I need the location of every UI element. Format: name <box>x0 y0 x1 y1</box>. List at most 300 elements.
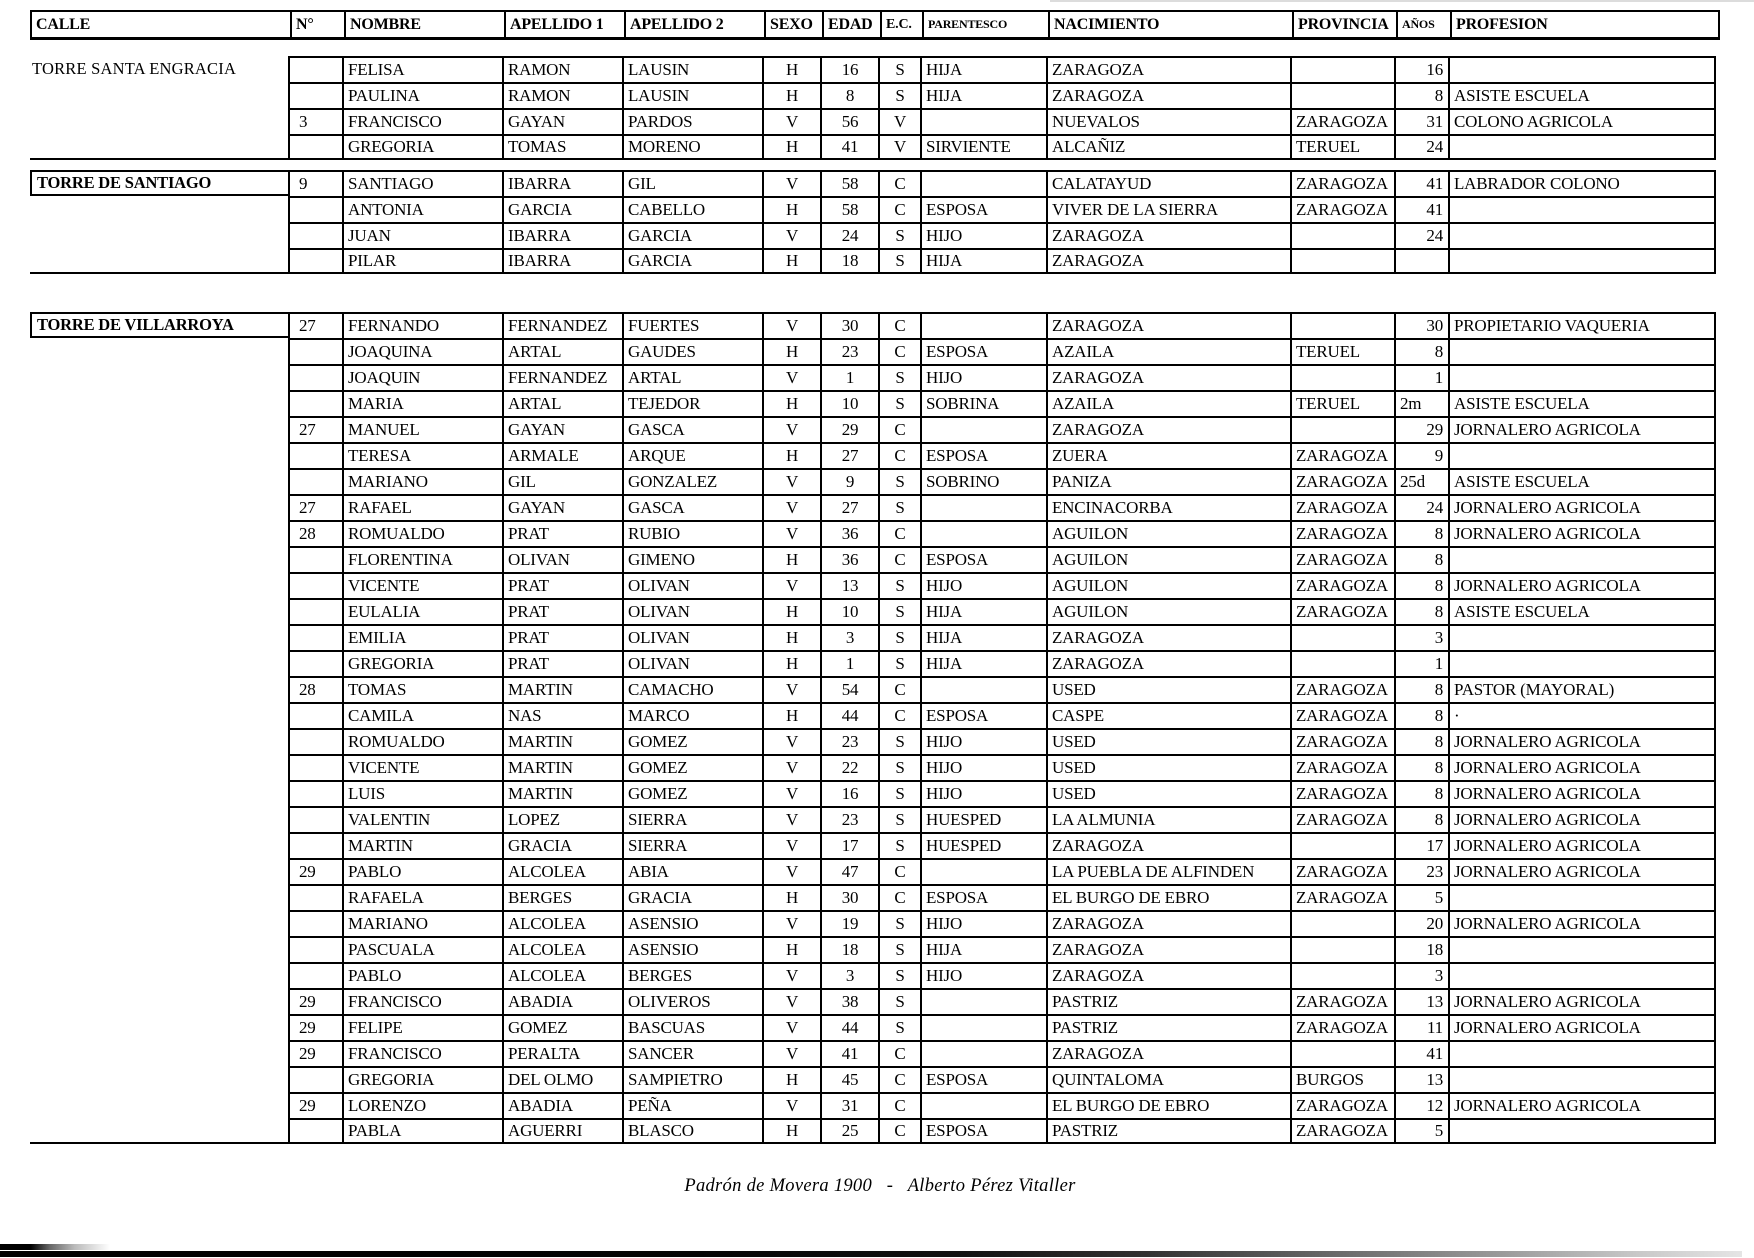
cell-nacimiento: EL BURGO DE EBRO <box>1046 884 1290 910</box>
cell-provincia <box>1290 312 1394 338</box>
cell-apellido1: GAYAN <box>502 108 622 134</box>
cell-calle <box>30 312 288 338</box>
cell-nacimiento: EL BURGO DE EBRO <box>1046 1092 1290 1118</box>
cell-num: 29 <box>288 858 342 884</box>
cell-parentesco: HIJO <box>920 364 1046 390</box>
cell-edad: 58 <box>820 196 878 222</box>
cell-num <box>288 806 342 832</box>
table-row <box>30 1014 1716 1040</box>
cell-anos: 8 <box>1394 572 1448 598</box>
cell-nacimiento: AGUILON <box>1046 546 1290 572</box>
cell-nombre: PASCUALA <box>342 936 502 962</box>
cell-apellido2: GOMEZ <box>622 728 762 754</box>
table-row <box>30 1066 1716 1092</box>
cell-profesion: LABRADOR COLONO <box>1448 170 1716 196</box>
cell-apellido1: RAMON <box>502 82 622 108</box>
cell-calle <box>30 884 288 910</box>
cell-profesion <box>1448 364 1716 390</box>
cell-provincia <box>1290 248 1394 274</box>
cell-parentesco <box>920 988 1046 1014</box>
cell-ec: V <box>878 108 920 134</box>
cell-ec: S <box>878 494 920 520</box>
cell-provincia: TERUEL <box>1290 390 1394 416</box>
cell-apellido1: GOMEZ <box>502 1014 622 1040</box>
cell-ec: C <box>878 858 920 884</box>
cell-edad: 16 <box>820 56 878 82</box>
cell-nacimiento: ZARAGOZA <box>1046 312 1290 338</box>
cell-edad: 47 <box>820 858 878 884</box>
cell-parentesco: HIJO <box>920 962 1046 988</box>
column-header-anos: AÑOS <box>1396 12 1450 37</box>
cell-nombre: FELISA <box>342 56 502 82</box>
cell-num: 28 <box>288 520 342 546</box>
column-header-nacimiento: NACIMIENTO <box>1048 12 1292 37</box>
cell-apellido2: OLIVEROS <box>622 988 762 1014</box>
cell-anos: 31 <box>1394 108 1448 134</box>
cell-parentesco <box>920 170 1046 196</box>
cell-apellido1: GAYAN <box>502 494 622 520</box>
cell-nacimiento: CASPE <box>1046 702 1290 728</box>
cell-parentesco: ESPOSA <box>920 884 1046 910</box>
cell-provincia: ZARAGOZA <box>1290 196 1394 222</box>
cell-anos: 8 <box>1394 598 1448 624</box>
cell-nacimiento: LA ALMUNIA <box>1046 806 1290 832</box>
cell-provincia <box>1290 56 1394 82</box>
cell-edad: 10 <box>820 598 878 624</box>
cell-nombre: PABLO <box>342 962 502 988</box>
cell-ec: C <box>878 1092 920 1118</box>
cell-ec: S <box>878 624 920 650</box>
cell-sexo: H <box>762 390 820 416</box>
cell-calle <box>30 82 288 108</box>
cell-nombre: VICENTE <box>342 572 502 598</box>
table-header-row <box>30 10 1720 40</box>
cell-apellido2: SANCER <box>622 1040 762 1066</box>
cell-profesion <box>1448 134 1716 160</box>
cell-provincia <box>1290 1040 1394 1066</box>
cell-calle <box>30 196 288 222</box>
cell-calle <box>30 832 288 858</box>
cell-ec: S <box>878 82 920 108</box>
cell-ec: S <box>878 728 920 754</box>
cell-provincia <box>1290 82 1394 108</box>
cell-nombre: JOAQUINA <box>342 338 502 364</box>
cell-nombre: MARTIN <box>342 832 502 858</box>
cell-anos: 8 <box>1394 702 1448 728</box>
cell-sexo: V <box>762 780 820 806</box>
cell-sexo: H <box>762 598 820 624</box>
cell-num <box>288 248 342 274</box>
cell-apellido2: GASCA <box>622 494 762 520</box>
cell-num <box>288 572 342 598</box>
cell-sexo: H <box>762 884 820 910</box>
cell-parentesco: HIJA <box>920 650 1046 676</box>
cell-nombre: GREGORIA <box>342 134 502 160</box>
cell-calle <box>30 442 288 468</box>
cell-nombre: MARIA <box>342 390 502 416</box>
cell-provincia <box>1290 650 1394 676</box>
cell-ec: S <box>878 936 920 962</box>
cell-nacimiento: ZARAGOZA <box>1046 248 1290 274</box>
cell-ec: C <box>878 702 920 728</box>
cell-edad: 44 <box>820 1014 878 1040</box>
cell-apellido1: ABADIA <box>502 988 622 1014</box>
cell-calle <box>30 416 288 442</box>
cell-nacimiento: PASTRIZ <box>1046 1118 1290 1144</box>
table-row <box>30 134 1716 160</box>
cell-profesion <box>1448 442 1716 468</box>
cell-edad: 24 <box>820 222 878 248</box>
cell-num <box>288 390 342 416</box>
cell-profesion: JORNALERO AGRICOLA <box>1448 728 1716 754</box>
cell-nacimiento: ALCAÑIZ <box>1046 134 1290 160</box>
cell-profesion <box>1448 624 1716 650</box>
cell-ec: S <box>878 780 920 806</box>
cell-edad: 44 <box>820 702 878 728</box>
cell-edad: 54 <box>820 676 878 702</box>
cell-num <box>288 936 342 962</box>
cell-apellido1: GRACIA <box>502 832 622 858</box>
cell-edad: 23 <box>820 728 878 754</box>
cell-num: 29 <box>288 988 342 1014</box>
cell-sexo: V <box>762 988 820 1014</box>
cell-ec: S <box>878 650 920 676</box>
cell-provincia: ZARAGOZA <box>1290 754 1394 780</box>
cell-sexo: V <box>762 468 820 494</box>
cell-edad: 16 <box>820 780 878 806</box>
cell-sexo: V <box>762 754 820 780</box>
cell-num: 9 <box>288 170 342 196</box>
table-row <box>30 520 1716 546</box>
cell-parentesco: HIJA <box>920 624 1046 650</box>
cell-calle <box>30 468 288 494</box>
cell-provincia: ZARAGOZA <box>1290 1014 1394 1040</box>
cell-parentesco <box>920 1040 1046 1066</box>
cell-anos: 24 <box>1394 494 1448 520</box>
cell-ec: S <box>878 222 920 248</box>
cell-apellido2: ARQUE <box>622 442 762 468</box>
cell-anos: 30 <box>1394 312 1448 338</box>
cell-num <box>288 702 342 728</box>
cell-provincia: ZARAGOZA <box>1290 546 1394 572</box>
cell-anos: 20 <box>1394 910 1448 936</box>
cell-num <box>288 962 342 988</box>
cell-nombre: PILAR <box>342 248 502 274</box>
cell-calle <box>30 494 288 520</box>
cell-nombre: GREGORIA <box>342 1066 502 1092</box>
cell-parentesco: SIRVIENTE <box>920 134 1046 160</box>
cell-edad: 36 <box>820 520 878 546</box>
cell-ec: S <box>878 754 920 780</box>
cell-nombre: ROMUALDO <box>342 728 502 754</box>
cell-apellido2: OLIVAN <box>622 650 762 676</box>
cell-sexo: H <box>762 196 820 222</box>
cell-provincia: ZARAGOZA <box>1290 442 1394 468</box>
cell-profesion <box>1448 936 1716 962</box>
cell-anos: 29 <box>1394 416 1448 442</box>
cell-provincia <box>1290 910 1394 936</box>
column-header-sexo: SEXO <box>764 12 822 37</box>
cell-sexo: V <box>762 1092 820 1118</box>
cell-ec: S <box>878 1014 920 1040</box>
cell-provincia: ZARAGOZA <box>1290 884 1394 910</box>
table-row <box>30 936 1716 962</box>
cell-edad: 29 <box>820 416 878 442</box>
cell-apellido2: BASCUAS <box>622 1014 762 1040</box>
cell-calle <box>30 1066 288 1092</box>
cell-apellido1: ALCOLEA <box>502 858 622 884</box>
cell-ec: C <box>878 520 920 546</box>
cell-edad: 30 <box>820 884 878 910</box>
cell-anos: 17 <box>1394 832 1448 858</box>
cell-num: 27 <box>288 416 342 442</box>
cell-anos: 11 <box>1394 1014 1448 1040</box>
cell-apellido1: MARTIN <box>502 780 622 806</box>
cell-nombre: SANTIAGO <box>342 170 502 196</box>
cell-apellido1: GAYAN <box>502 416 622 442</box>
table-row <box>30 416 1716 442</box>
cell-nacimiento: ZARAGOZA <box>1046 832 1290 858</box>
cell-nombre: RAFAEL <box>342 494 502 520</box>
cell-apellido2: TEJEDOR <box>622 390 762 416</box>
cell-anos: 2m <box>1394 390 1448 416</box>
table-row <box>30 468 1716 494</box>
cell-profesion <box>1448 1040 1716 1066</box>
cell-edad: 1 <box>820 364 878 390</box>
cell-apellido2: LAUSIN <box>622 56 762 82</box>
cell-profesion: JORNALERO AGRICOLA <box>1448 520 1716 546</box>
cell-profesion: ASISTE ESCUELA <box>1448 598 1716 624</box>
cell-apellido1: PERALTA <box>502 1040 622 1066</box>
cell-sexo: H <box>762 442 820 468</box>
cell-edad: 58 <box>820 170 878 196</box>
cell-apellido2: GARCIA <box>622 248 762 274</box>
cell-profesion: PROPIETARIO VAQUERIA <box>1448 312 1716 338</box>
cell-edad: 8 <box>820 82 878 108</box>
cell-ec: S <box>878 390 920 416</box>
cell-ec: C <box>878 676 920 702</box>
cell-calle <box>30 222 288 248</box>
cell-calle <box>30 988 288 1014</box>
cell-apellido1: ALCOLEA <box>502 962 622 988</box>
cell-profesion: COLONO AGRICOLA <box>1448 108 1716 134</box>
cell-sexo: V <box>762 728 820 754</box>
cell-sexo: H <box>762 134 820 160</box>
cell-anos: 18 <box>1394 936 1448 962</box>
cell-sexo: H <box>762 546 820 572</box>
cell-ec: S <box>878 832 920 858</box>
cell-anos: 41 <box>1394 1040 1448 1066</box>
cell-edad: 22 <box>820 754 878 780</box>
cell-apellido1: MARTIN <box>502 728 622 754</box>
cell-apellido2: RUBIO <box>622 520 762 546</box>
table-row <box>30 858 1716 884</box>
cell-calle <box>30 520 288 546</box>
cell-nacimiento: ZARAGOZA <box>1046 416 1290 442</box>
cell-profesion: JORNALERO AGRICOLA <box>1448 416 1716 442</box>
table-row <box>30 884 1716 910</box>
table-row <box>30 962 1716 988</box>
cell-apellido1: LOPEZ <box>502 806 622 832</box>
cell-parentesco: ESPOSA <box>920 442 1046 468</box>
cell-parentesco <box>920 494 1046 520</box>
cell-nombre: EMILIA <box>342 624 502 650</box>
cell-anos: 13 <box>1394 988 1448 1014</box>
cell-num <box>288 728 342 754</box>
cell-calle <box>30 702 288 728</box>
cell-calle <box>30 546 288 572</box>
cell-apellido1: ARTAL <box>502 390 622 416</box>
cell-edad: 25 <box>820 1118 878 1144</box>
cell-apellido2: OLIVAN <box>622 624 762 650</box>
cell-anos: 1 <box>1394 364 1448 390</box>
cell-nacimiento: USED <box>1046 676 1290 702</box>
cell-num <box>288 56 342 82</box>
cell-profesion <box>1448 650 1716 676</box>
cell-num <box>288 754 342 780</box>
cell-num: 27 <box>288 312 342 338</box>
cell-anos: 9 <box>1394 442 1448 468</box>
cell-edad: 45 <box>820 1066 878 1092</box>
cell-nacimiento: ZARAGOZA <box>1046 962 1290 988</box>
scan-artifact-bottom-edge <box>0 1251 1742 1257</box>
cell-sexo: V <box>762 910 820 936</box>
table-row <box>30 1118 1716 1144</box>
cell-anos: 8 <box>1394 754 1448 780</box>
cell-apellido2: CABELLO <box>622 196 762 222</box>
cell-anos: 24 <box>1394 222 1448 248</box>
cell-nacimiento: PASTRIZ <box>1046 1014 1290 1040</box>
cell-parentesco <box>920 858 1046 884</box>
cell-profesion: JORNALERO AGRICOLA <box>1448 910 1716 936</box>
cell-apellido2: ASENSIO <box>622 936 762 962</box>
table-row <box>30 572 1716 598</box>
cell-nacimiento: ZARAGOZA <box>1046 1040 1290 1066</box>
cell-provincia: ZARAGOZA <box>1290 1092 1394 1118</box>
cell-sexo: V <box>762 962 820 988</box>
cell-edad: 9 <box>820 468 878 494</box>
cell-nombre: VALENTIN <box>342 806 502 832</box>
table-row <box>30 494 1716 520</box>
cell-num <box>288 1118 342 1144</box>
cell-calle <box>30 910 288 936</box>
cell-apellido1: MARTIN <box>502 676 622 702</box>
cell-profesion: JORNALERO AGRICOLA <box>1448 572 1716 598</box>
cell-apellido1: FERNANDEZ <box>502 364 622 390</box>
cell-apellido1: GIL <box>502 468 622 494</box>
cell-num <box>288 338 342 364</box>
cell-ec: C <box>878 416 920 442</box>
cell-num <box>288 82 342 108</box>
cell-apellido2: GIL <box>622 170 762 196</box>
cell-apellido2: PEÑA <box>622 1092 762 1118</box>
cell-apellido2: GARCIA <box>622 222 762 248</box>
cell-ec: S <box>878 468 920 494</box>
cell-profesion: JORNALERO AGRICOLA <box>1448 494 1716 520</box>
cell-parentesco <box>920 676 1046 702</box>
cell-parentesco: HIJA <box>920 598 1046 624</box>
cell-nacimiento: ZUERA <box>1046 442 1290 468</box>
cell-apellido1: FERNANDEZ <box>502 312 622 338</box>
cell-anos: 41 <box>1394 170 1448 196</box>
cell-sexo: H <box>762 248 820 274</box>
cell-anos: 8 <box>1394 338 1448 364</box>
cell-nombre: FELIPE <box>342 1014 502 1040</box>
cell-nombre: ANTONIA <box>342 196 502 222</box>
cell-provincia: ZARAGOZA <box>1290 468 1394 494</box>
cell-nacimiento: AZAILA <box>1046 390 1290 416</box>
cell-parentesco: HIJA <box>920 56 1046 82</box>
cell-calle <box>30 572 288 598</box>
column-header-num: N° <box>290 12 344 37</box>
scan-artifact-blob <box>0 1244 110 1250</box>
cell-apellido2: ASENSIO <box>622 910 762 936</box>
cell-sexo: H <box>762 82 820 108</box>
cell-num <box>288 468 342 494</box>
cell-anos: 8 <box>1394 676 1448 702</box>
cell-parentesco: ESPOSA <box>920 702 1046 728</box>
cell-calle <box>30 248 288 274</box>
cell-provincia: BURGOS <box>1290 1066 1394 1092</box>
cell-nombre: EULALIA <box>342 598 502 624</box>
cell-parentesco <box>920 1092 1046 1118</box>
cell-anos: 1 <box>1394 650 1448 676</box>
cell-sexo: H <box>762 1066 820 1092</box>
cell-apellido1: PRAT <box>502 572 622 598</box>
cell-edad: 3 <box>820 624 878 650</box>
cell-calle <box>30 170 288 196</box>
cell-apellido1: NAS <box>502 702 622 728</box>
table-row <box>30 390 1716 416</box>
cell-apellido2: GOMEZ <box>622 780 762 806</box>
cell-nombre: MARIANO <box>342 910 502 936</box>
cell-num: 28 <box>288 676 342 702</box>
cell-apellido1: PRAT <box>502 598 622 624</box>
cell-nacimiento: AGUILON <box>1046 572 1290 598</box>
cell-ec: C <box>878 312 920 338</box>
cell-edad: 41 <box>820 1040 878 1066</box>
cell-profesion <box>1448 962 1716 988</box>
cell-apellido1: ALCOLEA <box>502 910 622 936</box>
cell-provincia: ZARAGOZA <box>1290 108 1394 134</box>
cell-profesion: JORNALERO AGRICOLA <box>1448 806 1716 832</box>
cell-parentesco: SOBRINA <box>920 390 1046 416</box>
cell-provincia <box>1290 416 1394 442</box>
cell-apellido1: BERGES <box>502 884 622 910</box>
cell-edad: 30 <box>820 312 878 338</box>
column-header-ec: E.C. <box>880 12 922 37</box>
cell-anos: 16 <box>1394 56 1448 82</box>
cell-anos: 13 <box>1394 1066 1448 1092</box>
cell-nacimiento: AGUILON <box>1046 598 1290 624</box>
cell-num: 29 <box>288 1040 342 1066</box>
column-header-nombre: NOMBRE <box>344 12 504 37</box>
table-row <box>30 780 1716 806</box>
cell-apellido2: SIERRA <box>622 832 762 858</box>
cell-parentesco: ESPOSA <box>920 1066 1046 1092</box>
cell-nacimiento: USED <box>1046 754 1290 780</box>
cell-nacimiento: ZARAGOZA <box>1046 56 1290 82</box>
cell-nacimiento: NUEVALOS <box>1046 108 1290 134</box>
cell-num: 27 <box>288 494 342 520</box>
street-block <box>30 312 1716 1144</box>
cell-apellido1: DEL OLMO <box>502 1066 622 1092</box>
cell-apellido1: ARTAL <box>502 338 622 364</box>
cell-edad: 36 <box>820 546 878 572</box>
cell-apellido1: MARTIN <box>502 754 622 780</box>
cell-provincia: ZARAGOZA <box>1290 988 1394 1014</box>
table-row <box>30 222 1716 248</box>
